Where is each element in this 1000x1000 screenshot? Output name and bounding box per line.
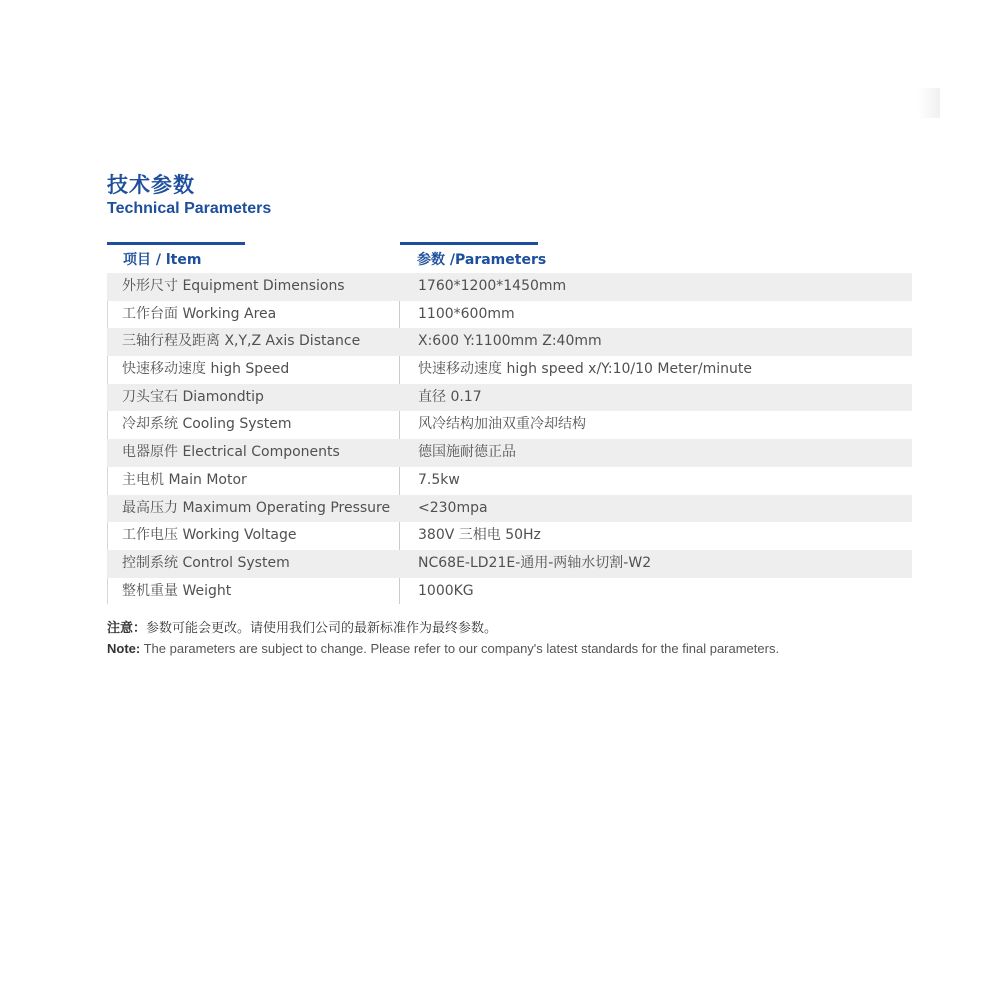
table-row — [107, 356, 912, 384]
table-row — [107, 328, 912, 356]
row-item-label: 冷却系统 Cooling System — [122, 416, 292, 433]
row-parameter-value: 1760*1200*1450mm — [418, 278, 567, 294]
note-cn-text: 参数可能会更改。请使用我们公司的最新标准作为最终参数。 — [146, 621, 498, 636]
section-heading — [107, 170, 271, 218]
row-item-label: 主电机 Main Motor — [122, 471, 247, 488]
row-item-label: 工作台面 Working Area — [122, 305, 277, 322]
note-en — [107, 638, 907, 660]
row-parameter-value: 直径 0.17 — [418, 388, 482, 405]
corner-shade — [918, 88, 940, 118]
row-item-label: 外形尺寸 Equipment Dimensions — [122, 278, 345, 294]
row-item-label: 整机重量 Weight — [122, 582, 232, 599]
row-parameter-value: X:600 Y:1100mm Z:40mm — [418, 333, 602, 350]
row-item-label: 电器原件 Electrical Components — [122, 444, 340, 461]
header-item: 项目 / ltem — [107, 242, 245, 273]
heading-title-cn: 技术参数 — [107, 173, 195, 197]
row-parameter-value: 1100*600mm — [418, 305, 515, 322]
note-block — [107, 620, 907, 660]
row-item-label: 三轴行程及距离 X,Y,Z Axis Distance — [122, 333, 361, 350]
row-parameter-value: 7.5kw — [418, 471, 460, 488]
table-row — [107, 467, 912, 495]
table-row — [107, 411, 912, 439]
row-item-label: 控制系统 Control System — [122, 554, 290, 571]
table-row — [107, 495, 912, 523]
row-parameter-value: 德国施耐德正品 — [418, 444, 516, 461]
table-row — [107, 439, 912, 467]
row-item-label: 工作电压 Working Voltage — [122, 527, 297, 544]
row-parameter-value: 风冷结构加油双重冷却结构 — [418, 416, 586, 433]
row-parameter-value: 1000KG — [418, 582, 474, 599]
row-item-label: 最高压力 Maximum Operating Pressure — [122, 499, 391, 516]
table-body — [107, 273, 912, 605]
table-row — [107, 273, 912, 301]
row-item-label: 刀头宝石 Diamondtip — [122, 388, 264, 405]
table-row — [107, 301, 912, 329]
note-cn — [107, 620, 907, 638]
table-row — [107, 522, 912, 550]
note-en-text: The parameters are subject to change. Please refer to our company's latest standards for the final parameters. — [140, 641, 780, 656]
row-parameter-value: 快速移动速度 high speed x/Y:10/10 Meter/minute — [418, 361, 753, 378]
table-row — [107, 384, 912, 412]
row-parameter-value: <230mpa — [418, 499, 488, 516]
table-row — [107, 578, 912, 606]
header-parameter: 参数 /Parameters — [400, 242, 538, 273]
note-cn-label: 注意： — [107, 621, 147, 636]
heading-title-en: Technical Parameters — [107, 200, 272, 217]
parameters-table — [107, 242, 912, 605]
table-row — [107, 550, 912, 578]
row-parameter-value: 380V 三相电 50Hz — [418, 527, 541, 544]
table-header-row — [107, 242, 912, 273]
row-item-label: 快速移动速度 high Speed — [122, 361, 290, 378]
row-parameter-value: NC68E-LD21E-通用-两轴水切割-W2 — [418, 554, 652, 571]
note-en-label: Note: — [107, 641, 141, 656]
